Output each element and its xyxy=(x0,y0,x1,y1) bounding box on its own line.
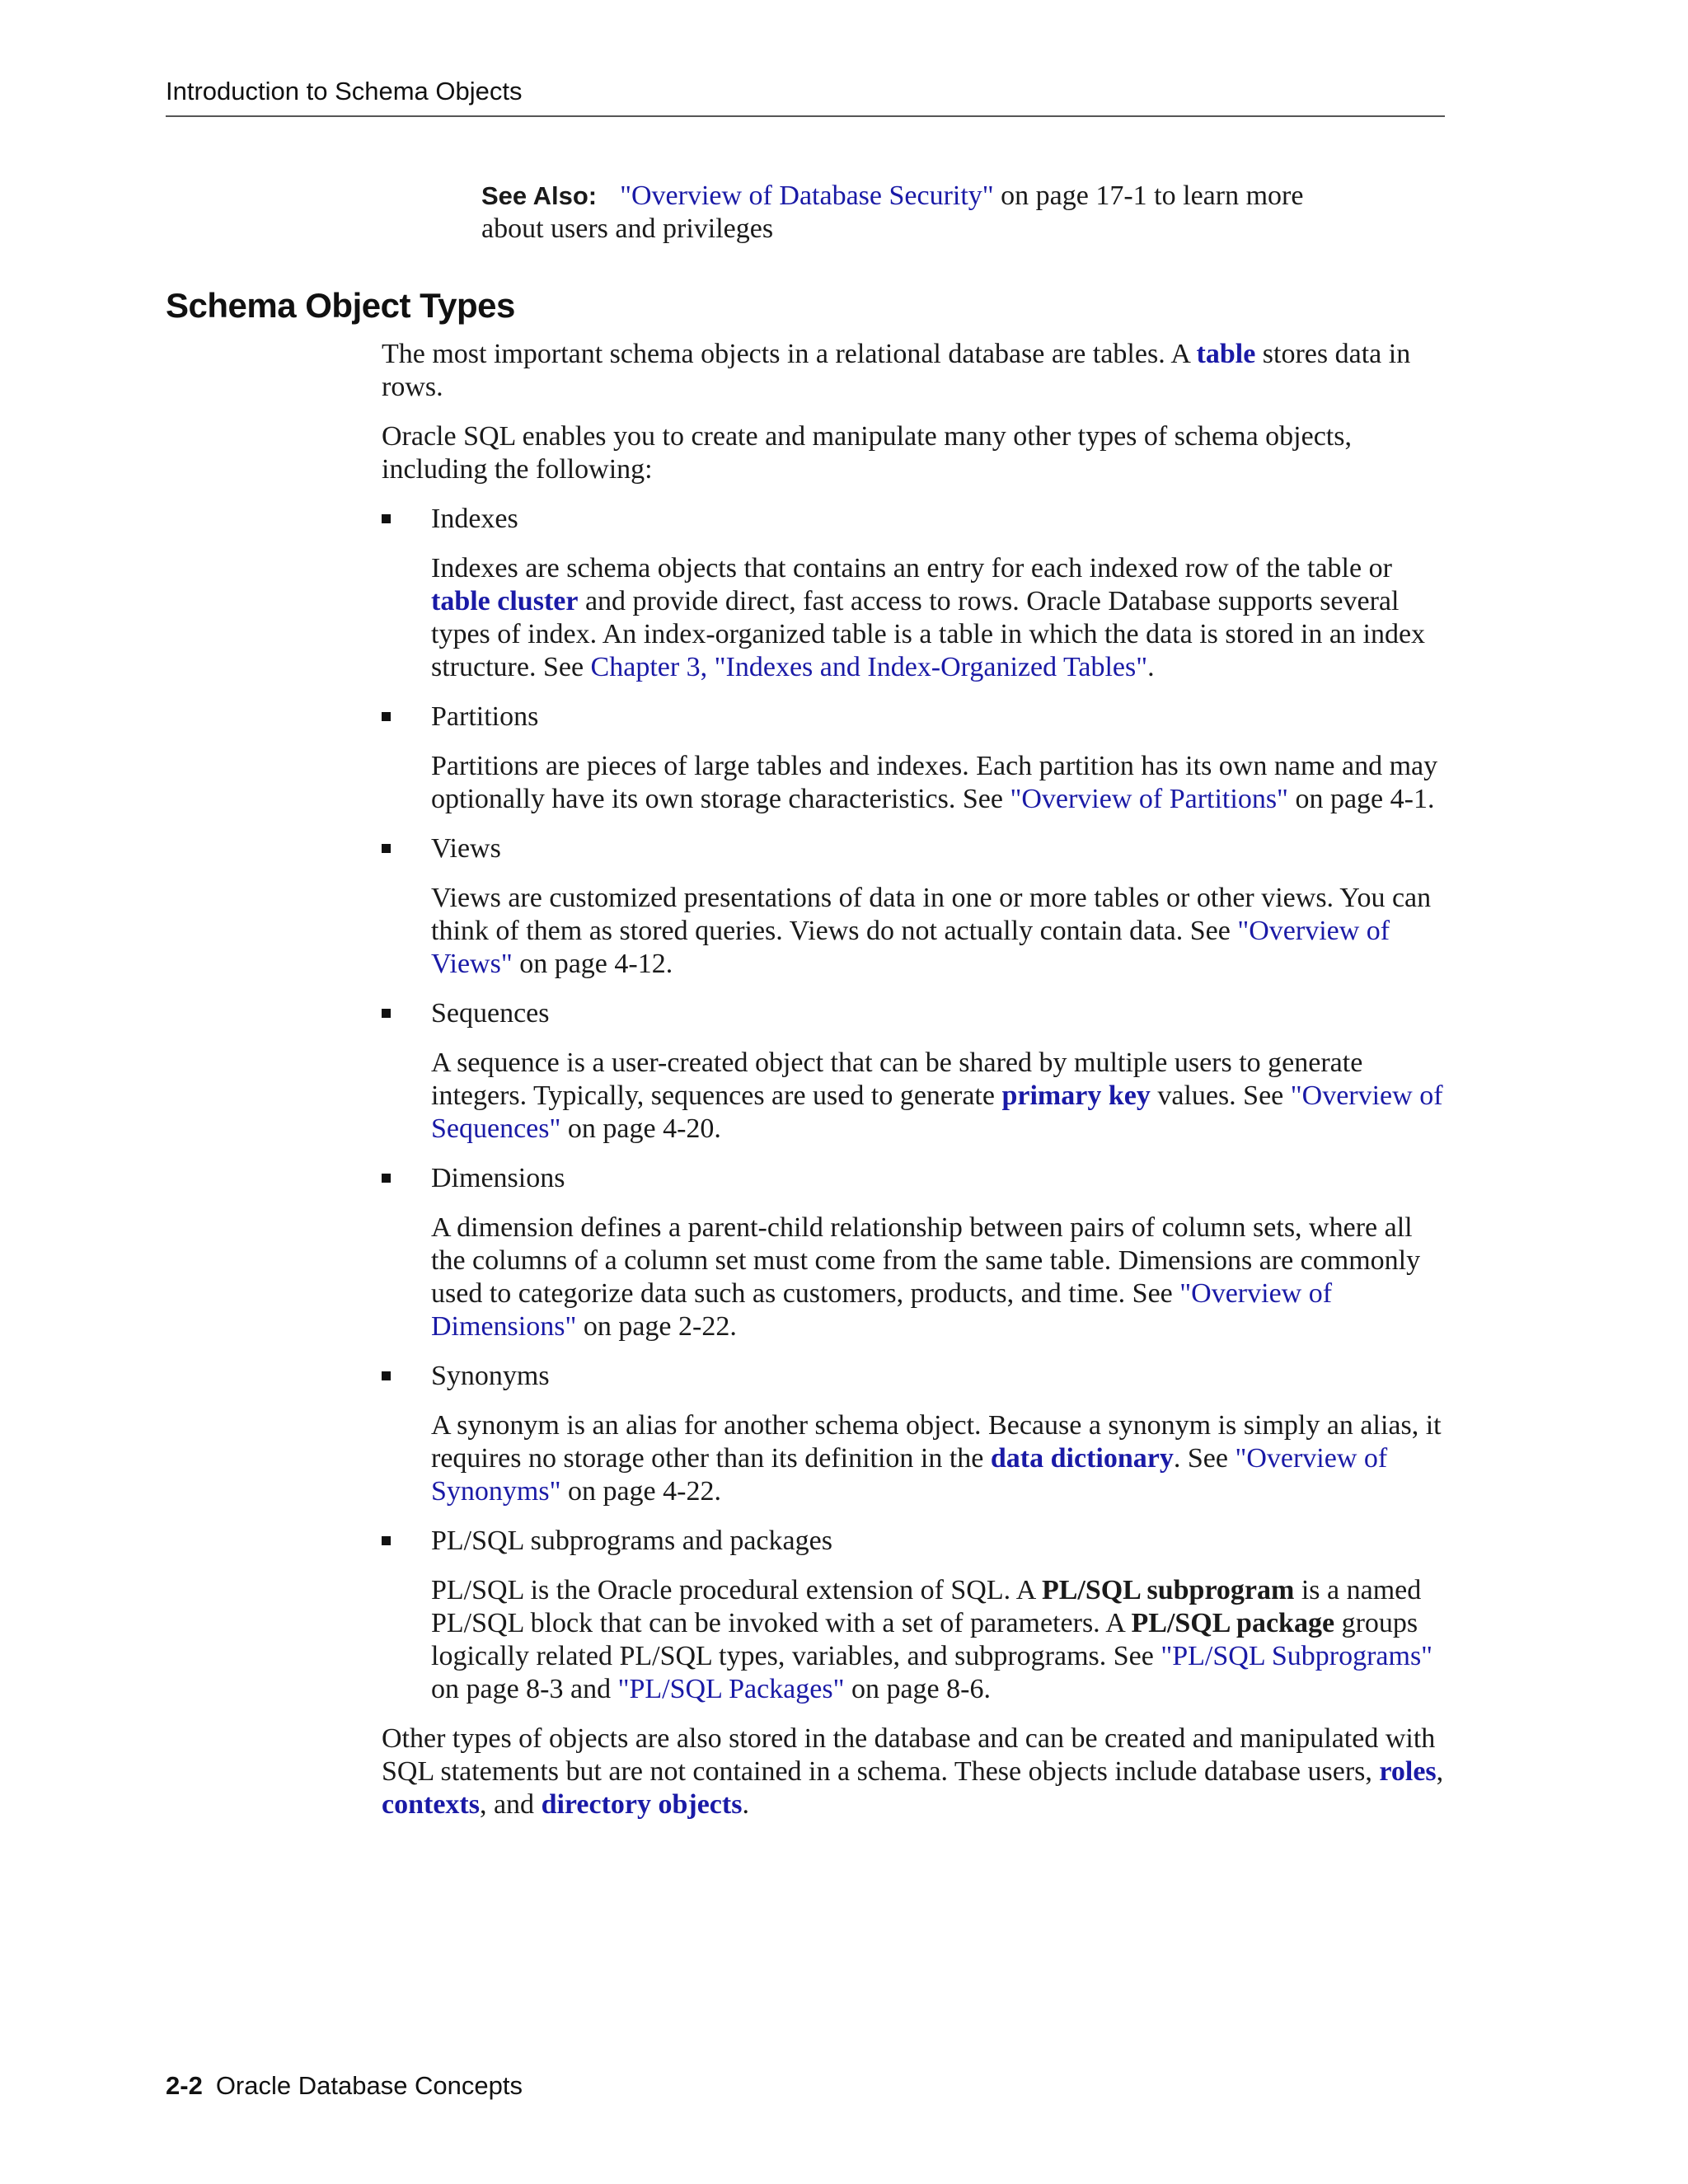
list-item-title: Partitions xyxy=(431,701,539,732)
section-title: Schema Object Types xyxy=(166,286,515,325)
term-link-roles[interactable]: roles xyxy=(1379,1756,1437,1787)
list-item-partitions xyxy=(382,701,1449,816)
list-item-description xyxy=(431,1212,1449,1343)
section-body xyxy=(382,338,1449,1838)
text-run: on page 8-6. xyxy=(844,1674,991,1704)
link-plsql-subprograms[interactable]: "PL/SQL Subprograms" xyxy=(1160,1641,1433,1671)
text-run: groups logically related PL/SQL types, variables, and subprograms. See xyxy=(431,1608,1418,1671)
text-run: Indexes are schema objects that contains an entry for each indexed row of the table or xyxy=(431,553,1392,583)
list-item-title: Sequences xyxy=(431,998,550,1029)
text-run: on page 2-22. xyxy=(576,1311,737,1342)
text-run: , xyxy=(1436,1756,1444,1787)
text-run: on page 8-3 and xyxy=(431,1674,618,1704)
term-link-table[interactable]: table xyxy=(1196,339,1256,369)
list-item-title: Views xyxy=(431,833,501,864)
closing-paragraph xyxy=(382,1722,1449,1821)
list-item-title: Dimensions xyxy=(431,1163,565,1193)
term-link-directory-objects[interactable]: directory objects xyxy=(541,1789,743,1820)
bullet-square-icon xyxy=(382,1536,391,1545)
bullet-square-icon xyxy=(382,844,391,853)
list-item-title: Synonyms xyxy=(431,1361,550,1391)
link-overview-of-sequences[interactable]: "Overview of Sequences" xyxy=(431,1080,1443,1144)
text-run: . xyxy=(1147,652,1155,682)
text-run: Other types of objects are also stored in the database and can be created and manipulated with SQL statements but are not contained in a schema. These objects include database users, xyxy=(382,1723,1436,1787)
page-footer xyxy=(166,2070,523,2102)
list-item-dimensions xyxy=(382,1162,1449,1343)
term-link-primary-key[interactable]: primary key xyxy=(1001,1080,1151,1111)
list-item-synonyms xyxy=(382,1360,1449,1508)
list-item-plsql xyxy=(382,1525,1449,1706)
text-run: on page 4-20. xyxy=(560,1113,721,1144)
link-overview-of-dimensions[interactable]: "Overview of Dimensions" xyxy=(431,1278,1333,1342)
text-run: A dimension defines a parent-child relationship between pairs of column sets, where all the columns of a column set must come from the same table. Dimensions are commonly used to categorize data such as customers, products, and time. See xyxy=(431,1212,1421,1309)
text-run: values. See xyxy=(1150,1080,1291,1111)
header-rule xyxy=(166,115,1445,117)
list-item-description xyxy=(431,552,1449,684)
intro-paragraph-1 xyxy=(382,338,1449,404)
text-run: The most important schema objects in a relational database are tables. A xyxy=(382,339,1197,369)
bullet-square-icon xyxy=(382,1371,391,1380)
text-run: stores data in rows. xyxy=(382,339,1411,402)
list-item-description xyxy=(431,1047,1449,1146)
text-run: Partitions are pieces of large tables and indexes. Each partition has its own name and may optionally have its own storage characteristics. See xyxy=(431,751,1438,814)
link-overview-of-synonyms[interactable]: "Overview of Synonyms" xyxy=(431,1443,1388,1507)
see-also-note xyxy=(481,180,1306,246)
bullet-square-icon xyxy=(382,1174,391,1183)
list-item-description xyxy=(431,750,1449,816)
text-run: , and xyxy=(479,1789,542,1820)
list-item-title: Indexes xyxy=(431,504,518,534)
text-run: Views are customized presentations of data in one or more tables or other views. You can think of them as stored queries. Views do not actually contain data. See xyxy=(431,883,1432,946)
book-title: Oracle Database Concepts xyxy=(215,2071,523,2100)
term-link-data-dictionary[interactable]: data dictionary xyxy=(990,1443,1174,1474)
list-item-title: PL/SQL subprograms and packages xyxy=(431,1526,832,1556)
text-run: A synonym is an alias for another schema object. Because a synonym is simply an alias, it requires no storage other than its definition in the xyxy=(431,1410,1442,1474)
term-link-contexts[interactable]: contexts xyxy=(382,1789,480,1820)
list-item-description xyxy=(431,882,1449,981)
link-overview-database-security[interactable]: "Overview of Database Security" xyxy=(620,180,994,211)
link-plsql-packages[interactable]: "PL/SQL Packages" xyxy=(617,1674,845,1704)
intro-paragraph-2: Oracle SQL enables you to create and manipulate many other types of schema objects, including the following: xyxy=(382,421,1352,485)
bullet-square-icon xyxy=(382,514,391,523)
text-run: . xyxy=(742,1789,749,1820)
text-run: and provide direct, fast access to rows. Oracle Database supports several types of index. An index-organized table is a table in which the data is stored in an index structure. See xyxy=(431,586,1426,682)
link-overview-of-views[interactable]: "Overview of Views" xyxy=(431,916,1390,979)
text-run: is a named PL/SQL block that can be invoked with a set of parameters. A xyxy=(431,1575,1422,1638)
text-run: PL/SQL is the Oracle procedural extension of SQL. A xyxy=(431,1575,1042,1605)
see-also-label: See Also: xyxy=(481,181,598,210)
term-link-table-cluster[interactable]: table cluster xyxy=(431,586,579,616)
see-also-text: on page 17-1 to learn more about users and privileges xyxy=(481,180,1304,244)
list-item-description xyxy=(431,1574,1449,1706)
list-item-views xyxy=(382,832,1449,981)
bullet-square-icon xyxy=(382,1009,391,1018)
list-item-sequences xyxy=(382,997,1449,1146)
text-run: on page 4-22. xyxy=(560,1476,721,1507)
text-run: on page 4-12. xyxy=(512,949,673,979)
link-overview-of-partitions[interactable]: "Overview of Partitions" xyxy=(1010,784,1288,814)
text-run: A sequence is a user-created object that can be shared by multiple users to generate integers. Typically, sequences are used to generate xyxy=(431,1047,1363,1111)
text-run: on page 4-1. xyxy=(1287,784,1435,814)
bullet-square-icon xyxy=(382,712,391,721)
running-header: Introduction to Schema Objects xyxy=(166,77,523,105)
link-chapter-3-indexes[interactable]: Chapter 3, "Indexes and Index-Organized Tables" xyxy=(590,652,1148,682)
bold-term-plsql-package: PL/SQL package xyxy=(1131,1608,1335,1638)
page-number: 2-2 xyxy=(166,2071,203,2100)
list-item-description xyxy=(431,1409,1449,1508)
bold-term-plsql-subprogram: PL/SQL subprogram xyxy=(1041,1575,1295,1605)
text-run: . See xyxy=(1173,1443,1236,1474)
list-item-indexes xyxy=(382,503,1449,684)
